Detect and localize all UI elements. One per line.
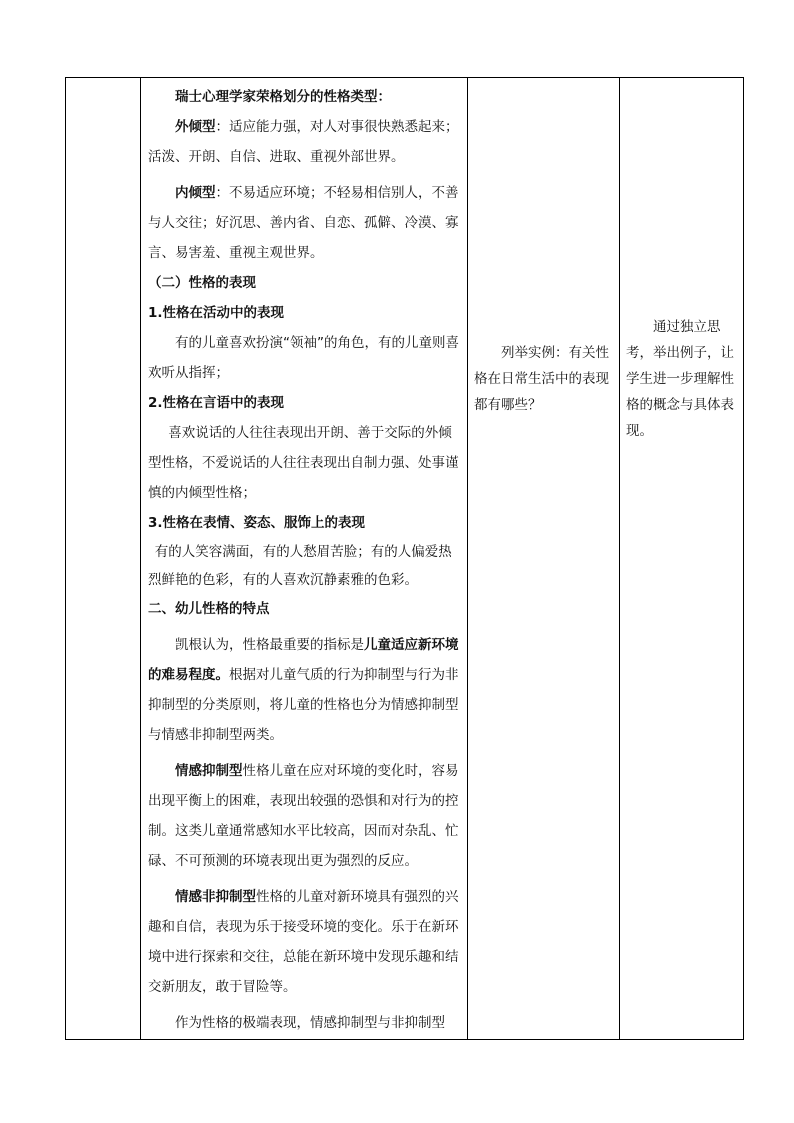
jung-heading: 瑞士心理学家荣格划分的性格类型： [175, 89, 391, 105]
subheading-appearance: 3.性格在表情、姿态、服饰上的表现 [148, 515, 366, 531]
inhibited-paragraph: 情感抑制型性格儿童在应对环境的变化时，容易出现平衡上的困难，表现出较强的恐惧和对行为的控制。这类儿童通常感知水平比较高，因而对杂乱、忙碌、不可预测的环境表现出更为强烈的反应。 [148, 763, 459, 869]
introvert-paragraph: 内倾型：不易适应环境；不轻易相信别人，不善与人交往；好沉思、善内省、自恋、孤僻、冷漠、寡言、易害羞、重视主观世界。 [148, 185, 459, 261]
section-heading-child-traits: 二、幼儿性格的特点 [148, 601, 270, 617]
kagan-paragraph: 凯根认为，性格最重要的指标是儿童适应新环境的难易程度。根据对儿童气质的行为抑制型与行为非抑制型的分类原则，将儿童的性格也分为情感抑制型与情感非抑制型两类。 [148, 637, 459, 743]
appearance-paragraph: 有的人笑容满面，有的人愁眉苦脸；有的人偏爱热烈鲜艳的色彩，有的人喜欢沉静素雅的色彩。 [148, 544, 452, 588]
subheading-activity: 1.性格在活动中的表现 [148, 305, 285, 321]
content-cell [141, 78, 468, 1040]
activity-paragraph: 有的儿童喜欢扮演“领袖”的角色，有的儿童则喜欢听从指挥； [148, 335, 459, 381]
subheading-speech: 2.性格在言语中的表现 [148, 395, 285, 411]
design-intent-cell [620, 78, 744, 1040]
speech-paragraph: 喜欢说话的人往往表现出开朗、善于交际的外倾型性格，不爱说话的人往往表现出自制力强、处事谨慎的内倾型性格； [148, 425, 459, 501]
design-intent-text: 通过独立思考，举出例子，让学生进一步理解性格的概念与具体表现。 [626, 319, 734, 439]
lesson-plan-table [65, 77, 744, 1040]
teacher-activity-text: 列举实例：有关性格在日常生活中的表现都有哪些？ [474, 345, 609, 413]
stage-cell [66, 78, 141, 1040]
closing-paragraph: 作为性格的极端表现，情感抑制型与非抑制型 [175, 1015, 445, 1031]
teacher-activity-cell [468, 78, 620, 1040]
uninhibited-paragraph: 情感非抑制型性格的儿童对新环境具有强烈的兴趣和自信，表现为乐于接受环境的变化。乐于在新环境中进行探索和交往，总能在新环境中发现乐趣和结交新朋友，敢于冒险等。 [148, 889, 459, 995]
section-heading-expression: （二）性格的表现 [148, 275, 256, 291]
extrovert-paragraph: 外倾型：适应能力强，对人对事很快熟悉起来；活泼、开朗、自信、进取、重视外部世界。 [148, 119, 459, 165]
